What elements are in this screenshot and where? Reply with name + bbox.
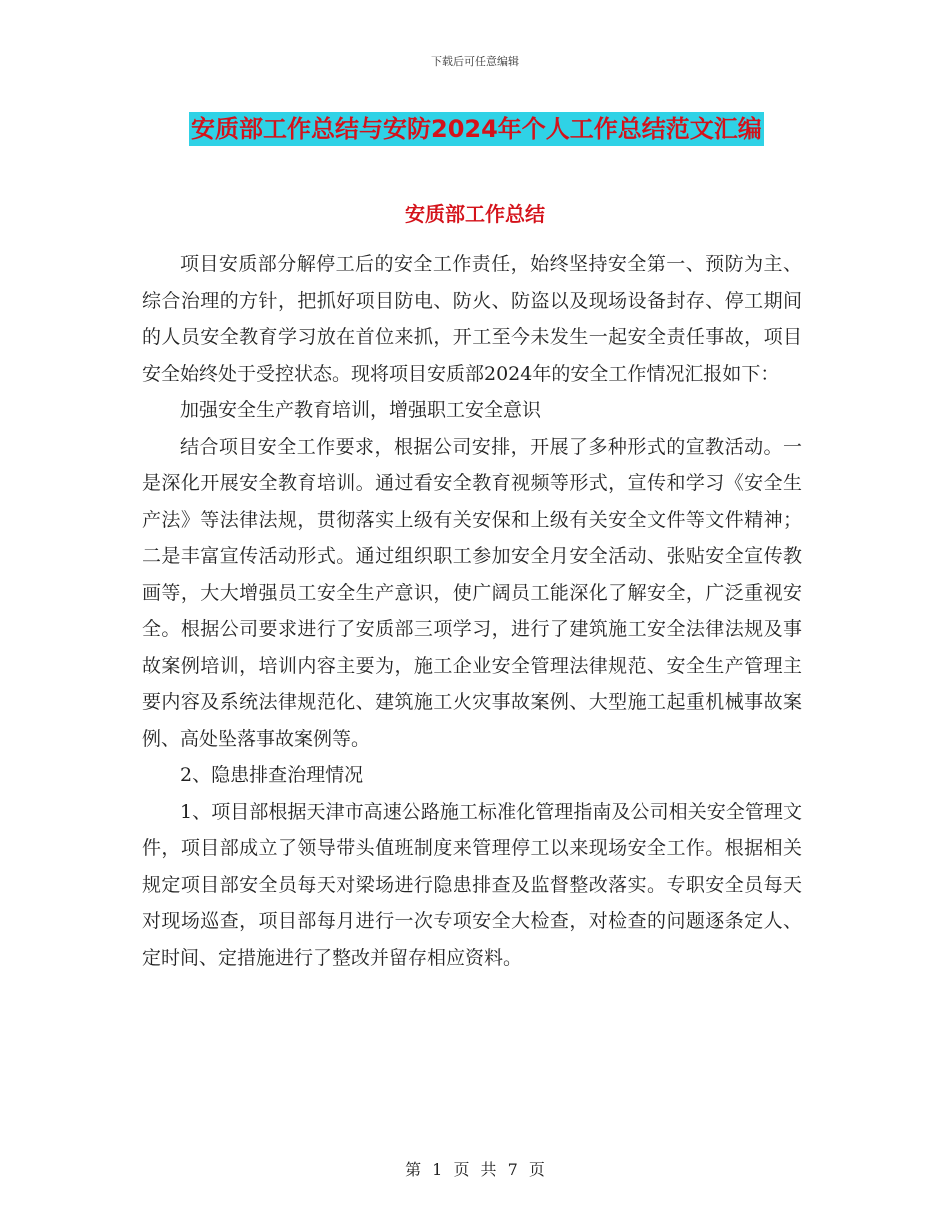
- body-text: [142, 246, 802, 976]
- section-title: 安质部工作总结: [405, 202, 545, 226]
- paragraph: 加强安全生产教育培训，增强职工安全意识: [180, 399, 542, 421]
- header-note: 下载后可任意编辑: [431, 55, 519, 68]
- page-footer: 第 1 页 共 7 页: [405, 1160, 545, 1179]
- paragraph: 项目安质部分解停工后的安全工作责任，始终坚持安全第一、预防为主、综合治理的方针，把抓好项目防电、防火、防盗以及现场设备封存、停工期间的人员安全教育学习放在首位来抓，开工至今未发生一起安全责任事故，项目安全始终处于受控状态。现将项目安质部2024年的安全工作情况汇报如下：: [142, 253, 802, 385]
- paragraph: 2、隐患排查治理情况: [180, 764, 364, 786]
- paragraph: 1、项目部根据天津市高速公路施工标准化管理指南及公司相关安全管理文件，项目部成立了领导带头值班制度来管理停工以来现场安全工作。根据相关规定项目部安全员每天对梁场进行隐患排查及监督整改落实。专职安全员每天对现场巡查，项目部每月进行一次专项安全大检查，对检查的问题逐条定人、定时间、定措施进行了整改并留存相应资料。: [142, 800, 802, 969]
- paragraph: 结合项目安全工作要求，根据公司安排，开展了多种形式的宣教活动。一是深化开展安全教育培训。通过看安全教育视频等形式，宣传和学习《安全生产法》等法律法规，贯彻落实上级有关安保和上级有关安全文件等文件精神；二是丰富宣传活动形式。通过组织职工参加安全月安全活动、张贴安全宣传教画等，大大增强员工安全生产意识，使广阔员工能深化了解安全，广泛重视安全。根据公司要求进行了安质部三项学习，进行了建筑施工安全法律法规及事故案例培训，培训内容主要为，施工企业安全管理法律规范、安全生产管理主要内容及系统法律规范化、建筑施工火灾事故案例、大型施工起重机械事故案例、高处坠落事故案例等。: [142, 435, 802, 750]
- document-title: 安质部工作总结与安防2024年个人工作总结范文汇编: [189, 112, 764, 146]
